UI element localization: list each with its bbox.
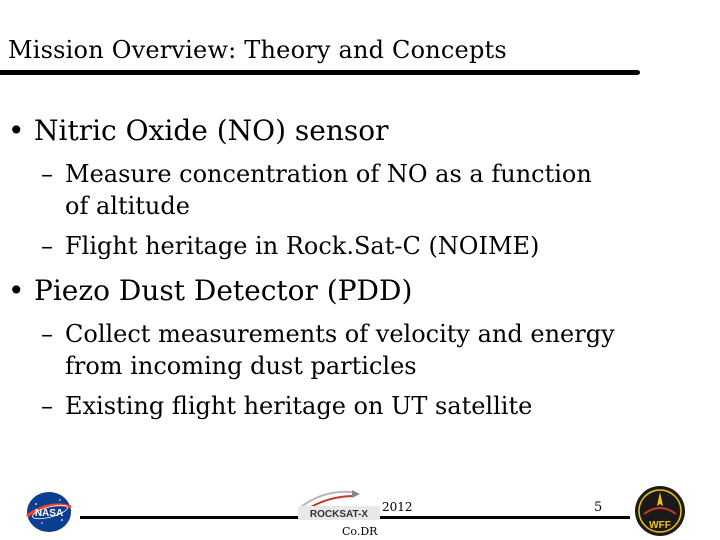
sub-text-line2: of altitude [65, 192, 190, 220]
bullet-marker: • [8, 114, 25, 147]
bullet-marker: • [8, 274, 25, 307]
dash-marker: – [41, 160, 53, 188]
nasa-logo-text: NASA [34, 508, 64, 519]
page-number: 5 [594, 500, 603, 515]
sub-text-line1: Existing flight heritage on UT satellite [65, 392, 533, 420]
rocksat-logo-text: ROCKSAT-X [309, 509, 369, 520]
footer-year: 2012 [382, 500, 413, 514]
rocksat-logo [292, 488, 388, 522]
sub-text-line2: from incoming dust particles [65, 352, 417, 380]
dash-marker: – [41, 320, 53, 348]
nasa-logo [24, 490, 74, 534]
bullet-piezo-dust [8, 274, 412, 307]
dash-marker: – [41, 392, 53, 420]
sub-text-line1: Measure concentration of NO as a function [65, 160, 592, 188]
sub-bullet-heritage-rocksat [41, 230, 539, 262]
bullet-nitric-oxide [8, 114, 389, 147]
slide-title: Mission Overview: Theory and Concepts [8, 36, 507, 64]
title-underline [0, 70, 640, 75]
dash-marker: – [41, 232, 53, 260]
wff-logo-text: WFF [649, 520, 671, 531]
footer-codr: Co.DR [342, 525, 378, 538]
bullet-text: Nitric Oxide (NO) sensor [34, 114, 389, 147]
wff-logo [632, 484, 688, 538]
sub-bullet-measure [41, 158, 592, 222]
sub-text-line1: Collect measurements of velocity and energy [65, 320, 615, 348]
sub-text-line1: Flight heritage in Rock.Sat-C (NOIME) [65, 232, 540, 260]
bullet-text: Piezo Dust Detector (PDD) [34, 274, 413, 307]
sub-bullet-collect [41, 318, 615, 382]
sub-bullet-heritage-ut [41, 390, 532, 422]
